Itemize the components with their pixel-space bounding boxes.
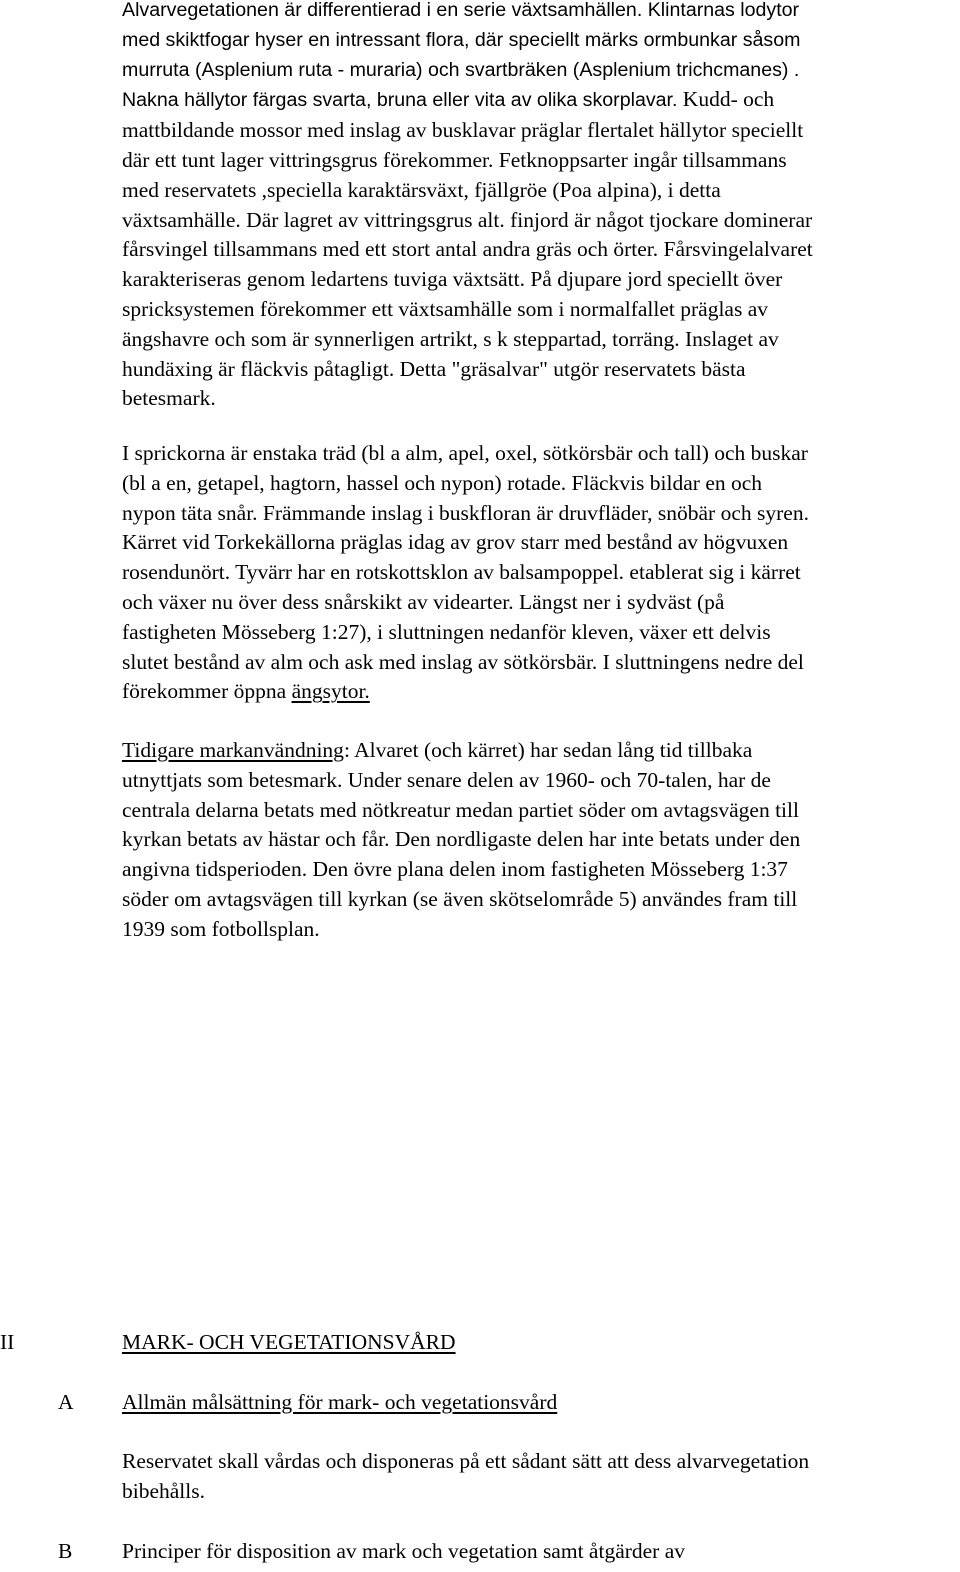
- text-line: nypon täta snår. Främmande inslag i buskfloran är druvfläder, snöbär och syren.: [122, 500, 809, 525]
- text-line: Reservatet skall vårdas och disponeras på ett sådant sätt att dess alvarvegetation: [122, 1449, 810, 1473]
- text-line-mixed: [122, 677, 956, 707]
- subheading-tidigare-markanvandning: Tidigare markanvändning: [122, 738, 344, 762]
- paragraph-goal: [122, 1447, 956, 1507]
- text-line: fårsvingel tillsammans med ett stort antal andra gräs och örter. Fårsvingelalvaret: [122, 237, 813, 262]
- paragraph-vegetation: [122, 0, 956, 414]
- text-line: växtsamhälle. Där lagret av vittringsgrus alt. finjord är något tjockare dominerar: [122, 207, 813, 232]
- text-line: med reservatets ,speciella karaktärsväxt, fjällgröe (Poa alpina), i detta: [122, 177, 721, 202]
- text-line: karakteriseras genom ledartens tuviga växtsätt. På djupare jord speciellt över: [122, 267, 783, 292]
- text-line: spricksystemen förekommer ett växtsamhälle som i normalfallet präglas av: [122, 296, 768, 321]
- text-line: I sprickorna är enstaka träd (bl a alm, apel, oxel, sötkörsbär och tall) och buskar: [122, 441, 808, 465]
- text-segment: förekommer öppna: [122, 679, 292, 704]
- text-line: utnyttjats som betesmark. Under senare delen av 1960- och 70-talen, har de: [122, 767, 771, 792]
- paragraph-land-use: [122, 736, 956, 945]
- text-line: 1939 som fotbollsplan.: [122, 916, 320, 941]
- text-line: med skiktfogar hyser en intressant flora, där speciellt märks ormbunkar såsom: [122, 28, 801, 51]
- text-line: slutet bestånd av alm och ask med inslag av sötkörsbär. I sluttningens nedre del: [122, 649, 804, 674]
- text-line: mattbildande mossor med inslag av busklavar präglar flertalet hällytor speciellt: [122, 118, 804, 143]
- text-line: ängshavre och som är synnerligen artrikt, s k steppartad, torräng. Inslaget av: [122, 326, 779, 351]
- text-line: och växer nu över dess snårskikt av videarter. Längst ner i sydväst (på: [122, 589, 725, 614]
- text-line: söder om avtagsvägen till kyrkan (se även skötselområde 5) användes fram till: [122, 886, 798, 911]
- text-segment: Kudd- och: [677, 87, 775, 112]
- underlined-term: ängsytor.: [291, 679, 370, 704]
- text-line: fastigheten Mösseberg 1:27), i sluttningen nedanför kleven, växer ett delvis: [122, 619, 771, 644]
- text-line: angivna tidsperioden. Den övre plana delen inom fastigheten Mösseberg 1:37: [122, 857, 788, 882]
- text-line: centrala delarna betats med nötkreatur medan partiet söder om avtagsvägen till: [122, 797, 799, 822]
- section-letter: B: [58, 1539, 73, 1563]
- text-line: murruta (Asplenium ruta - muraria) och svartbräken (Asplenium trichcmanes) .: [122, 58, 800, 81]
- section-number: II: [0, 1330, 15, 1354]
- text-line: Alvarvegetationen är differentierad i en serie växtsamhällen. Klintarnas lodytor: [122, 0, 800, 21]
- text-line-mixed: [122, 736, 956, 766]
- text-line: (bl a en, getapel, hagtorn, hassel och nypon) rotade. Fläckvis bildar en och: [122, 470, 763, 495]
- text-line: Kärret vid Torkekällorna präglas idag av grov starr med bestånd av högvuxen: [122, 530, 789, 555]
- text-line-mixed: [122, 85, 956, 116]
- section-letter: A: [58, 1390, 74, 1414]
- text-segment: Nakna hällytor färgas svarta, bruna eller vita av olika skorplavar.: [122, 89, 678, 112]
- section-heading: Allmän målsättning för mark- och vegetationsvård: [122, 1390, 558, 1414]
- text-line: där ett tunt lager vittringsgrus förekommer. Fetknoppsarter ingår tillsammans: [122, 147, 787, 172]
- text-line: betesmark.: [122, 386, 216, 411]
- text-segment: : Alvaret (och kärret) har sedan lång tid tillbaka: [343, 738, 753, 762]
- text-line: hundäxing är fläckvis påtagligt. Detta "gräsalvar" utgör reservatets bästa: [122, 356, 746, 381]
- paragraph-trees-shrubs: [122, 439, 956, 707]
- section-heading: Principer för disposition av mark och vegetation samt åtgärder av: [122, 1539, 686, 1563]
- section-heading: MARK- OCH VEGETATIONSVÅRD: [122, 1330, 456, 1354]
- text-line: bibehålls.: [122, 1478, 205, 1503]
- text-line: kyrkan betats av hästar och får. Den nordligaste delen har inte betats under den: [122, 827, 801, 852]
- text-line: rosendunört. Tyvärr har en rotskottsklon av balsampoppel. etablerat sig i kärret: [122, 560, 801, 585]
